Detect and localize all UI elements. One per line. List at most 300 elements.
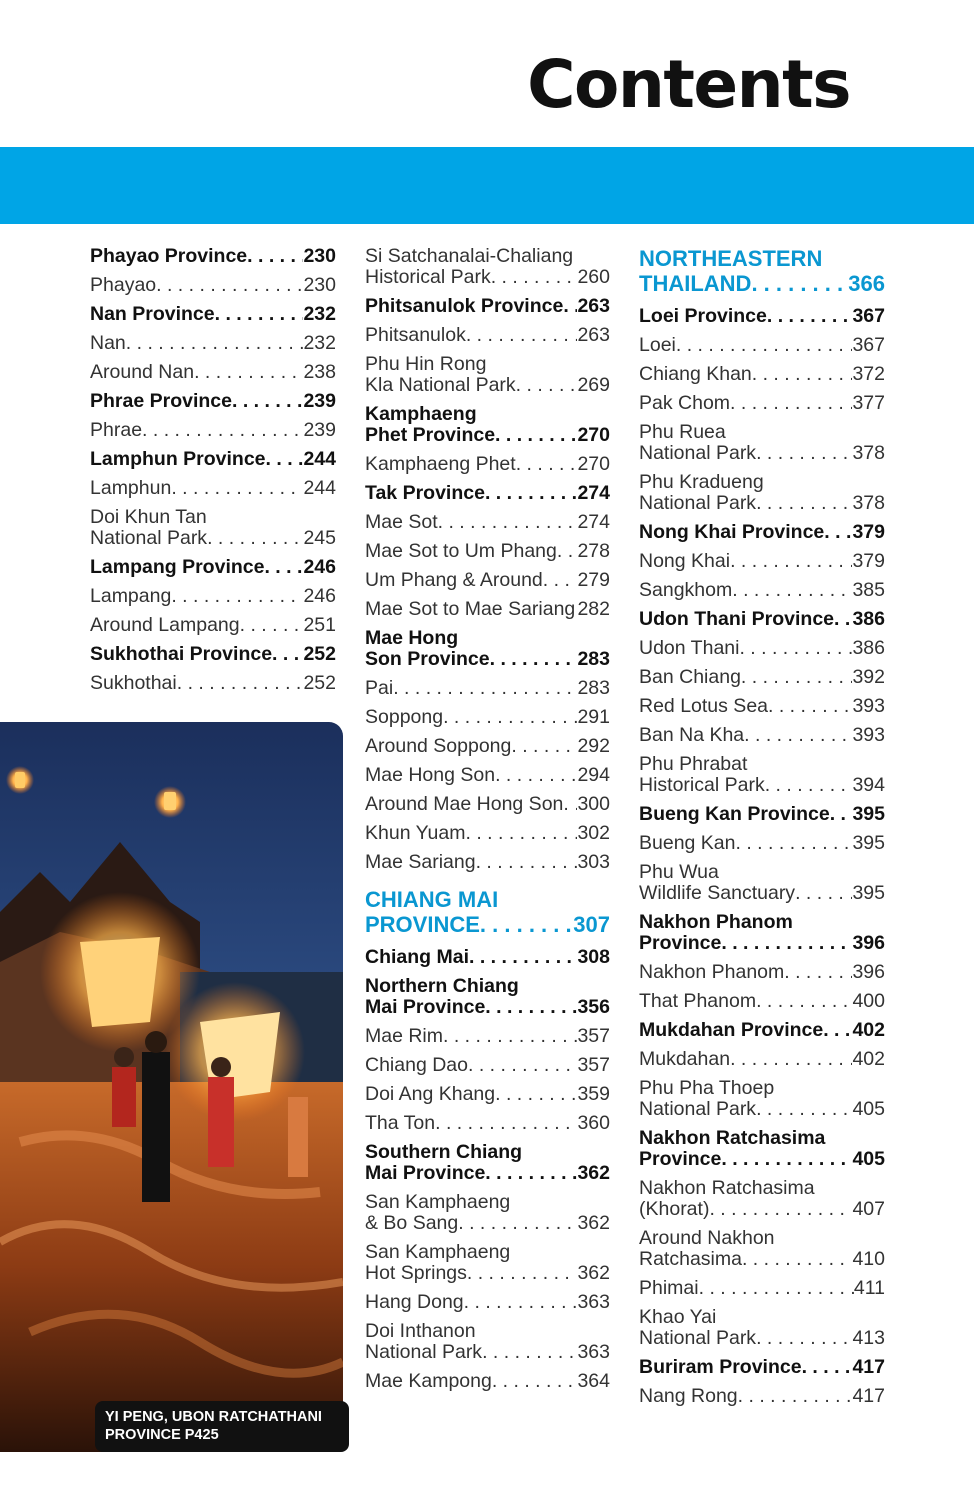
toc-entry-title: Phrae bbox=[90, 419, 143, 441]
toc-entry bbox=[365, 325, 610, 346]
toc-entry-title: National Park bbox=[639, 1098, 757, 1120]
photo-caption bbox=[95, 1401, 349, 1452]
toc-page-number: 363 bbox=[577, 1341, 610, 1363]
toc-page-number: 362 bbox=[577, 1262, 610, 1284]
dot-leader bbox=[676, 335, 853, 356]
toc-entry-title: Doi Ang Khang bbox=[365, 1083, 496, 1105]
toc-page-number: 303 bbox=[577, 851, 610, 873]
toc-page-number: 377 bbox=[852, 392, 885, 414]
toc-entry bbox=[639, 472, 885, 514]
toc-page-number: 270 bbox=[577, 453, 610, 475]
toc-entry-row bbox=[365, 296, 610, 317]
toc-page-number: 274 bbox=[577, 511, 610, 533]
toc-entry-title: National Park bbox=[639, 1327, 757, 1349]
toc-entry-title: National Park bbox=[365, 1341, 483, 1363]
dot-leader bbox=[830, 804, 853, 825]
toc-entry-title: Wildlife Sanctuary bbox=[639, 882, 796, 904]
toc-section-heading bbox=[639, 246, 885, 296]
toc-entry-title: Province bbox=[639, 1148, 722, 1170]
dot-leader bbox=[699, 1278, 854, 1299]
toc-page-number: 366 bbox=[848, 271, 885, 296]
dot-leader bbox=[516, 375, 578, 396]
toc-page-number: 400 bbox=[852, 990, 885, 1012]
toc-entry-title: Around Soppong bbox=[365, 735, 512, 757]
toc-entry bbox=[639, 1278, 885, 1299]
dot-leader bbox=[490, 649, 578, 670]
dot-leader bbox=[511, 736, 577, 757]
toc-entry-title-line: Phu Phrabat bbox=[639, 754, 748, 775]
toc-entry bbox=[639, 1020, 885, 1041]
toc-entry bbox=[639, 522, 885, 543]
dot-leader bbox=[495, 1084, 577, 1105]
toc-entry bbox=[365, 765, 610, 786]
toc-page-number: 379 bbox=[852, 550, 885, 572]
toc-entry-title-line: Doi Inthanon bbox=[365, 1321, 476, 1342]
toc-page-number: 252 bbox=[303, 643, 336, 665]
toc-entry bbox=[365, 354, 610, 396]
toc-entry bbox=[365, 976, 610, 1018]
toc-page-number: 359 bbox=[577, 1083, 610, 1105]
toc-page-number: 402 bbox=[852, 1048, 885, 1070]
toc-page-number: 244 bbox=[303, 477, 336, 499]
dot-leader bbox=[476, 852, 578, 873]
dot-leader bbox=[543, 570, 578, 591]
toc-entry-title: National Park bbox=[639, 492, 757, 514]
toc-entry bbox=[365, 1192, 610, 1234]
toc-entry-title-line: Around Nakhon bbox=[639, 1228, 775, 1249]
dot-leader bbox=[730, 393, 852, 414]
dot-leader bbox=[756, 1099, 852, 1120]
toc-entry-row bbox=[639, 696, 885, 717]
toc-page-number: 411 bbox=[853, 1277, 885, 1299]
toc-page-number: 357 bbox=[577, 1025, 610, 1047]
toc-entry bbox=[365, 483, 610, 504]
toc-entry bbox=[365, 454, 610, 475]
dot-leader bbox=[751, 271, 848, 296]
toc-entry-title: Historical Park bbox=[639, 774, 765, 796]
dot-leader bbox=[563, 794, 577, 815]
dot-leader bbox=[739, 638, 852, 659]
toc-entry-row bbox=[90, 333, 336, 354]
toc-entry-title: Bueng Kan Province bbox=[639, 803, 830, 825]
toc-entry-title: Mae Sot to Mae Sariang bbox=[365, 598, 576, 620]
toc-entry-row bbox=[365, 267, 610, 288]
toc-entry bbox=[639, 1386, 885, 1407]
toc-page-number: 413 bbox=[852, 1327, 885, 1349]
toc-entry-row bbox=[639, 271, 885, 296]
toc-entry-row bbox=[90, 391, 336, 412]
toc-entry-title: Red Lotus Sea bbox=[639, 695, 769, 717]
toc-entry-row bbox=[90, 449, 336, 470]
dot-leader bbox=[752, 364, 853, 385]
toc-entry-row bbox=[365, 1263, 610, 1284]
toc-page-number: 393 bbox=[852, 724, 885, 746]
toc-entry bbox=[90, 449, 336, 470]
dot-leader bbox=[784, 962, 852, 983]
toc-entry-title: Lampang bbox=[90, 585, 172, 607]
toc-entry-title: Mai Province bbox=[365, 1162, 486, 1184]
toc-entry-title: Phitsanulok Province bbox=[365, 295, 564, 317]
toc-entry-row bbox=[639, 1020, 885, 1041]
toc-page-number: 263 bbox=[577, 324, 610, 346]
toc-entry-title: Bueng Kan bbox=[639, 832, 736, 854]
toc-page-number: 246 bbox=[303, 556, 336, 578]
toc-entry bbox=[639, 551, 885, 572]
toc-entry-row bbox=[90, 528, 336, 549]
toc-entry-row bbox=[365, 375, 610, 396]
dot-leader bbox=[732, 580, 852, 601]
toc-entry bbox=[365, 541, 610, 562]
toc-entry-title: Lamphun Province bbox=[90, 448, 266, 470]
dot-leader bbox=[240, 615, 304, 636]
dot-leader bbox=[435, 1113, 577, 1134]
toc-entry-title: Sangkhom bbox=[639, 579, 733, 601]
toc-entry bbox=[90, 304, 336, 325]
toc-entry bbox=[90, 507, 336, 549]
toc-page-number: 269 bbox=[577, 374, 610, 396]
dot-leader bbox=[485, 1163, 577, 1184]
toc-entry-title-line: Phu Hin Rong bbox=[365, 354, 487, 375]
toc-page-number: 372 bbox=[852, 363, 885, 385]
toc-entry bbox=[365, 246, 610, 288]
toc-page-number: 367 bbox=[852, 334, 885, 356]
toc-entry bbox=[365, 1371, 610, 1392]
toc-page-number: 282 bbox=[577, 598, 610, 620]
toc-entry-row bbox=[90, 246, 336, 267]
toc-entry-title: Lamphun bbox=[90, 477, 172, 499]
dot-leader bbox=[171, 586, 303, 607]
dot-leader bbox=[272, 644, 303, 665]
toc-entry-title: Around Nan bbox=[90, 361, 195, 383]
toc-entry-row bbox=[639, 1099, 885, 1120]
toc-entry-title: Pai bbox=[365, 677, 394, 699]
toc-page-number: 230 bbox=[303, 245, 336, 267]
dot-leader bbox=[765, 775, 853, 796]
dot-leader bbox=[266, 449, 304, 470]
toc-page-number: 356 bbox=[577, 996, 610, 1018]
toc-entry-title: Chiang Khan bbox=[639, 363, 752, 385]
toc-entry-title-line: Doi Khun Tan bbox=[90, 507, 207, 528]
toc-entry-row bbox=[365, 765, 610, 786]
toc-entry bbox=[365, 852, 610, 873]
toc-entry-title: Nan bbox=[90, 332, 126, 354]
photo-illustration bbox=[0, 722, 343, 1452]
toc-entry-title: Hot Springs bbox=[365, 1262, 467, 1284]
toc-entry bbox=[639, 422, 885, 464]
toc-entry bbox=[639, 667, 885, 688]
toc-entry-title: Historical Park bbox=[365, 266, 491, 288]
toc-entry-title-line: Phu Pha Thoep bbox=[639, 1078, 775, 1099]
dot-leader bbox=[721, 1149, 852, 1170]
toc-entry bbox=[365, 947, 610, 968]
toc-page-number: 395 bbox=[852, 832, 885, 854]
dot-leader bbox=[443, 1026, 577, 1047]
toc-entry-title: Udon Thani bbox=[639, 637, 740, 659]
lantern-festival-photo bbox=[0, 722, 343, 1452]
dot-leader bbox=[465, 823, 577, 844]
toc-entry-title: Ban Na Kha bbox=[639, 724, 745, 746]
toc-entry-title: Chiang Mai bbox=[365, 946, 470, 968]
toc-entry-row bbox=[365, 912, 610, 937]
dot-leader bbox=[802, 1357, 853, 1378]
toc-entry-row bbox=[639, 883, 885, 904]
toc-entry-title: Phayao Province bbox=[90, 245, 248, 267]
toc-entry bbox=[90, 615, 336, 636]
toc-entry-row bbox=[639, 580, 885, 601]
toc-entry bbox=[365, 1321, 610, 1363]
toc-entry-title: Province bbox=[639, 932, 722, 954]
toc-page-number: 386 bbox=[852, 608, 885, 630]
toc-page-number: 362 bbox=[577, 1212, 610, 1234]
dot-leader bbox=[756, 1328, 852, 1349]
toc-entry bbox=[639, 696, 885, 717]
toc-page-number: 263 bbox=[577, 295, 610, 317]
toc-page-number: 292 bbox=[577, 735, 610, 757]
toc-entry bbox=[639, 725, 885, 746]
toc-entry-title: Soppong bbox=[365, 706, 444, 728]
toc-column-2 bbox=[365, 246, 610, 1400]
dot-leader bbox=[480, 912, 573, 937]
toc-page-number: 362 bbox=[577, 1162, 610, 1184]
toc-entry-title: Nong Khai Province bbox=[639, 521, 825, 543]
toc-page-number: 417 bbox=[852, 1356, 885, 1378]
toc-entry-title-line: Northern Chiang bbox=[365, 976, 519, 997]
toc-entry-title: Ban Chiang bbox=[639, 666, 741, 688]
toc-entry bbox=[365, 570, 610, 591]
toc-entry-title: Lampang Province bbox=[90, 556, 265, 578]
dot-leader bbox=[485, 997, 577, 1018]
toc-entry-row bbox=[639, 933, 885, 954]
toc-entry bbox=[365, 1026, 610, 1047]
toc-entry-row bbox=[365, 794, 610, 815]
toc-entry-title: THAILAND bbox=[639, 271, 752, 296]
toc-page-number: 360 bbox=[577, 1112, 610, 1134]
dot-leader bbox=[171, 478, 303, 499]
toc-entry-row bbox=[639, 609, 885, 630]
dot-leader bbox=[458, 1213, 577, 1234]
toc-section-heading bbox=[365, 887, 610, 937]
toc-entry bbox=[639, 1128, 885, 1170]
toc-entry-row bbox=[90, 615, 336, 636]
toc-entry bbox=[365, 1084, 610, 1105]
dot-leader bbox=[834, 609, 852, 630]
toc-entry-title: & Bo Sang bbox=[365, 1212, 459, 1234]
toc-entry-title: Pak Chom bbox=[639, 392, 731, 414]
toc-page-number: 386 bbox=[852, 637, 885, 659]
toc-entry-row bbox=[365, 1163, 610, 1184]
toc-entry-row bbox=[90, 304, 336, 325]
toc-entry-title-line: Phu Kradueng bbox=[639, 472, 764, 493]
toc-entry-title-line: Nakhon Ratchasima bbox=[639, 1178, 815, 1199]
toc-page-number: 246 bbox=[303, 585, 336, 607]
toc-entry-title: Around Lampang bbox=[90, 614, 240, 636]
dot-leader bbox=[516, 454, 578, 475]
toc-entry-row bbox=[365, 947, 610, 968]
toc-entry-title: Mukdahan Province bbox=[639, 1019, 824, 1041]
dot-leader bbox=[736, 833, 853, 854]
toc-page-number: 396 bbox=[852, 932, 885, 954]
toc-page-number: 251 bbox=[303, 614, 336, 636]
toc-page-number: 244 bbox=[303, 448, 336, 470]
toc-entry-title-line: Phu Ruea bbox=[639, 422, 726, 443]
toc-page-number: 407 bbox=[852, 1198, 885, 1220]
toc-entry-row bbox=[365, 483, 610, 504]
toc-entry bbox=[365, 794, 610, 815]
toc-entry-row bbox=[639, 991, 885, 1012]
toc-entry-row bbox=[365, 1371, 610, 1392]
toc-page-number: 367 bbox=[852, 305, 885, 327]
header-band bbox=[0, 147, 974, 224]
toc-entry-title: Nakhon Phanom bbox=[639, 961, 785, 983]
toc-entry-title: Nong Khai bbox=[639, 550, 731, 572]
toc-entry-row bbox=[365, 823, 610, 844]
dot-leader bbox=[744, 725, 852, 746]
toc-entry-row bbox=[365, 425, 610, 446]
toc-entry-row bbox=[639, 1149, 885, 1170]
toc-entry-row bbox=[90, 644, 336, 665]
toc-entry-row bbox=[365, 997, 610, 1018]
dot-leader bbox=[468, 1055, 577, 1076]
toc-page-number: 238 bbox=[303, 361, 336, 383]
dot-leader bbox=[730, 1049, 852, 1070]
toc-entry-row bbox=[365, 1342, 610, 1363]
dot-leader bbox=[795, 883, 852, 904]
toc-page-number: 291 bbox=[577, 706, 610, 728]
toc-entry-title: Tak Province bbox=[365, 482, 485, 504]
toc-entry bbox=[639, 580, 885, 601]
toc-page-number: 410 bbox=[852, 1248, 885, 1270]
toc-entry-title: Udon Thani Province bbox=[639, 608, 835, 630]
dot-leader bbox=[742, 1249, 852, 1270]
dot-leader bbox=[721, 933, 852, 954]
toc-entry-row bbox=[90, 557, 336, 578]
toc-entry-title: Mae Sot to Um Phang bbox=[365, 540, 557, 562]
toc-entry bbox=[639, 393, 885, 414]
dot-leader bbox=[756, 493, 852, 514]
toc-entry-row bbox=[639, 638, 885, 659]
toc-entry-row bbox=[639, 833, 885, 854]
toc-entry-title: PROVINCE bbox=[365, 912, 480, 937]
toc-entry bbox=[365, 1292, 610, 1313]
toc-entry-row bbox=[639, 493, 885, 514]
dot-leader bbox=[464, 1292, 578, 1313]
toc-page-number: 308 bbox=[577, 946, 610, 968]
toc-entry bbox=[365, 707, 610, 728]
dot-leader bbox=[492, 1371, 578, 1392]
toc-entry bbox=[365, 823, 610, 844]
toc-page-number: 239 bbox=[303, 419, 336, 441]
toc-page-number: 394 bbox=[852, 774, 885, 796]
toc-page-number: 363 bbox=[577, 1291, 610, 1313]
dot-leader bbox=[264, 557, 303, 578]
toc-page-number: 405 bbox=[852, 1098, 885, 1120]
toc-entry-title: Phayao bbox=[90, 274, 157, 296]
toc-entry bbox=[639, 1228, 885, 1270]
toc-page-number: 239 bbox=[303, 390, 336, 412]
toc-entry-title: Um Phang & Around bbox=[365, 569, 543, 591]
toc-entry bbox=[639, 754, 885, 796]
toc-entry bbox=[639, 1078, 885, 1120]
dot-leader bbox=[142, 420, 303, 441]
toc-entry-row bbox=[639, 364, 885, 385]
toc-entry-row bbox=[639, 1386, 885, 1407]
toc-page-number: 232 bbox=[303, 303, 336, 325]
toc-entry bbox=[365, 599, 610, 620]
toc-entry-row bbox=[639, 393, 885, 414]
toc-entry-row bbox=[639, 775, 885, 796]
dot-leader bbox=[741, 667, 853, 688]
toc-entry-title: Mai Province bbox=[365, 996, 486, 1018]
toc-entry bbox=[365, 1142, 610, 1184]
toc-entry bbox=[90, 673, 336, 694]
toc-entry bbox=[639, 335, 885, 356]
toc-entry-title: Hang Dong bbox=[365, 1291, 464, 1313]
toc-page-number: 393 bbox=[852, 695, 885, 717]
toc-page-number: 396 bbox=[852, 961, 885, 983]
toc-entry-row bbox=[365, 1213, 610, 1234]
toc-entry bbox=[639, 1049, 885, 1070]
dot-leader bbox=[767, 306, 853, 327]
toc-entry-title: Mae Kampong bbox=[365, 1370, 492, 1392]
dot-leader bbox=[438, 512, 578, 533]
toc-entry bbox=[639, 804, 885, 825]
toc-entry-row bbox=[365, 325, 610, 346]
dot-leader bbox=[467, 1263, 578, 1284]
toc-page-number: 283 bbox=[577, 677, 610, 699]
page-title: Contents bbox=[527, 46, 850, 123]
toc-page-number: 392 bbox=[852, 666, 885, 688]
toc-entry bbox=[90, 644, 336, 665]
dot-leader bbox=[756, 991, 852, 1012]
toc-entry-title: National Park bbox=[90, 527, 208, 549]
toc-entry-title: Mae Hong Son bbox=[365, 764, 496, 786]
toc-entry-title-line: Nakhon Phanom bbox=[639, 912, 793, 933]
toc-entry-row bbox=[365, 852, 610, 873]
toc-page-number: 417 bbox=[852, 1385, 885, 1407]
toc-entry-title: Ratchasima bbox=[639, 1248, 742, 1270]
dot-leader bbox=[495, 765, 577, 786]
toc-entry-row bbox=[639, 551, 885, 572]
dot-leader bbox=[557, 541, 578, 562]
toc-entry-title: Buriram Province bbox=[639, 1356, 802, 1378]
toc-entry-row bbox=[90, 586, 336, 607]
toc-entry-row bbox=[365, 678, 610, 699]
toc-entry bbox=[365, 1055, 610, 1076]
toc-entry bbox=[90, 246, 336, 267]
toc-entry bbox=[90, 275, 336, 296]
toc-entry bbox=[90, 362, 336, 383]
dot-leader bbox=[563, 296, 577, 317]
toc-entry bbox=[639, 609, 885, 630]
toc-page-number: 270 bbox=[577, 424, 610, 446]
toc-column-3 bbox=[639, 246, 885, 1415]
toc-entry-title-line: CHIANG MAI bbox=[365, 887, 499, 912]
toc-entry-row bbox=[365, 707, 610, 728]
toc-entry-row bbox=[365, 1026, 610, 1047]
toc-entry-title-line: Mae Hong bbox=[365, 628, 459, 649]
toc-page-number: 405 bbox=[852, 1148, 885, 1170]
dot-leader bbox=[247, 246, 303, 267]
toc-entry bbox=[639, 912, 885, 954]
toc-page-number: 402 bbox=[852, 1019, 885, 1041]
dot-leader bbox=[156, 275, 303, 296]
toc-page-number: 307 bbox=[573, 912, 610, 937]
toc-page-number: 378 bbox=[852, 442, 885, 464]
toc-entry-row bbox=[639, 667, 885, 688]
toc-entry bbox=[90, 333, 336, 354]
dot-leader bbox=[466, 325, 578, 346]
toc-page-number: 252 bbox=[303, 672, 336, 694]
